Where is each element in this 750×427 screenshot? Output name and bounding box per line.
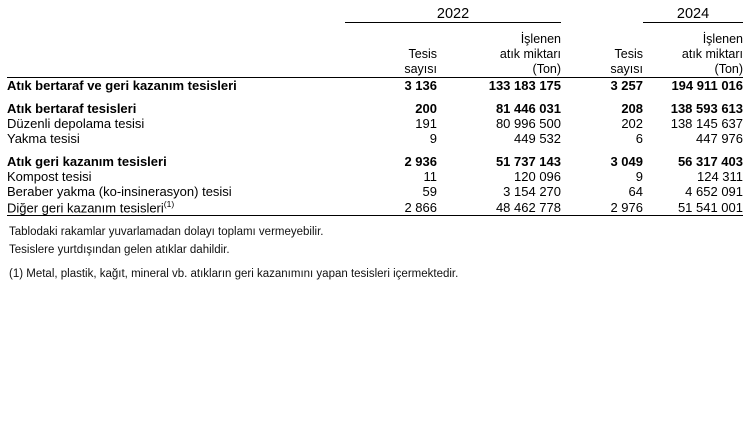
row-value: 200 — [415, 101, 437, 116]
header-spacer-row — [7, 23, 743, 33]
row-value: 208 — [621, 101, 644, 116]
table-row — [7, 101, 743, 116]
column-header-2024-facility-count — [561, 32, 643, 77]
row-value: 3 257 — [610, 78, 644, 93]
row-value: 51 541 001 — [677, 200, 744, 216]
spacer-cell — [561, 23, 643, 33]
row-value: 124 311 — [696, 169, 744, 184]
row-value: 138 593 613 — [670, 101, 744, 116]
row-value: 3 154 270 — [503, 184, 562, 199]
col-hdr-line2: sayısı — [404, 62, 437, 76]
column-header-2024-waste-amount — [643, 32, 743, 77]
table-row — [7, 199, 743, 215]
row-value: 2 976 — [610, 200, 644, 216]
row-value: 51 737 143 — [495, 154, 562, 169]
row-value: 449 532 — [514, 131, 562, 146]
row-value: 4 652 091 — [685, 184, 744, 199]
table-page — [0, 6, 750, 427]
row-value: 120 096 — [514, 169, 562, 184]
row-label: Atık bertaraf tesisleri — [7, 101, 137, 116]
table-row — [7, 78, 743, 94]
row-value: 2 866 — [404, 200, 437, 216]
col-hdr-line1: Tesis — [408, 47, 437, 61]
row-value: 81 446 031 — [495, 101, 562, 116]
row-value: 48 462 778 — [495, 200, 562, 216]
spacer-cell — [643, 23, 743, 33]
table-row — [7, 154, 743, 169]
row-label: Yakma tesisi — [7, 131, 80, 146]
table-row — [7, 169, 743, 184]
col-hdr-line3: (Ton) — [532, 62, 562, 76]
year-header-gap — [561, 6, 643, 23]
spacer-cell — [345, 23, 437, 33]
col-hdr-line2: atık miktarı — [499, 47, 562, 61]
table-bottom-rule — [7, 215, 743, 216]
rule — [7, 215, 743, 216]
table-notes — [9, 223, 743, 283]
col-hdr-line1: İşlenen — [702, 32, 744, 46]
table-body — [7, 78, 743, 216]
table-row — [7, 116, 743, 131]
row-label: Düzenli depolama tesisi — [7, 116, 145, 131]
row-value: 3 136 — [404, 78, 437, 93]
col-hdr-line3: (Ton) — [714, 62, 744, 76]
row-value: 133 183 175 — [488, 78, 562, 93]
row-value: 138 145 637 — [670, 116, 744, 131]
row-value: 3 049 — [610, 154, 644, 169]
col-hdr-line2: sayısı — [610, 62, 644, 76]
row-value: 191 — [415, 116, 437, 131]
row-value: 9 — [429, 131, 437, 146]
footnote-line: (1) Metal, plastik, kağıt, mineral vb. atıkların geri kazanımını yapan tesisleri içermektedir. — [9, 268, 459, 281]
note-line: Tesislere yurtdışından gelen atıklar dahildir. — [9, 244, 230, 257]
row-label: Atık bertaraf ve geri kazanım tesisleri — [7, 78, 237, 93]
row-value: 6 — [635, 131, 644, 146]
row-label: Atık geri kazanım tesisleri — [7, 154, 167, 169]
year-header-blank — [7, 6, 345, 23]
column-header-blank — [7, 32, 345, 77]
row-label — [7, 199, 345, 215]
row-value: 2 936 — [404, 154, 437, 169]
row-value: 202 — [621, 116, 644, 131]
waste-facilities-table — [7, 6, 743, 216]
spacer-cell — [7, 23, 345, 33]
table-row — [7, 184, 743, 199]
year-header-2022: 2022 — [345, 6, 561, 23]
year-header-2024: 2024 — [643, 6, 743, 23]
row-gap — [7, 93, 743, 101]
row-value: 64 — [628, 184, 644, 199]
row-gap — [7, 146, 743, 154]
row-label-text: Diğer geri kazanım tesisleri — [7, 200, 164, 216]
row-value: 9 — [635, 169, 644, 184]
row-value: 80 996 500 — [495, 116, 562, 131]
column-header-2022-waste-amount — [437, 32, 561, 77]
row-label: Beraber yakma (ko-insinerasyon) tesisi — [7, 184, 232, 199]
row-value: 194 911 016 — [671, 78, 744, 93]
row-value: 11 — [423, 169, 437, 184]
footnote-marker: (1) — [163, 199, 175, 209]
note-line: Tablodaki rakamlar yuvarlamadan dolayı toplamı vermeyebilir. — [9, 226, 324, 239]
col-hdr-line1: Tesis — [614, 47, 644, 61]
spacer-cell — [437, 23, 561, 33]
col-hdr-line1: İşlenen — [520, 32, 562, 46]
row-label: Kompost tesisi — [7, 169, 92, 184]
column-header-2022-facility-count — [345, 32, 437, 77]
row-value: 447 976 — [696, 131, 744, 146]
row-value: 59 — [422, 184, 437, 199]
row-value: 56 317 403 — [677, 154, 744, 169]
gap-cell — [7, 93, 743, 101]
year-header-row — [7, 6, 743, 23]
column-header-row — [7, 32, 743, 77]
table-row — [7, 131, 743, 146]
col-hdr-line2: atık miktarı — [681, 47, 744, 61]
gap-cell — [7, 146, 743, 154]
